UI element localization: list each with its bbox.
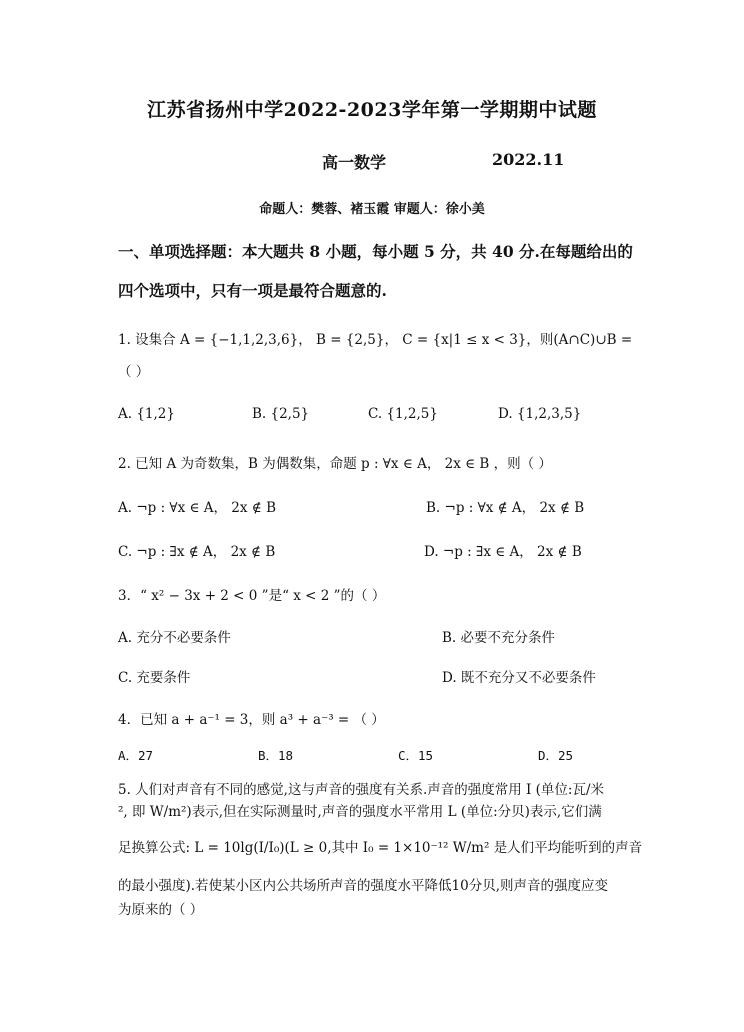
q1-option-d: D. {1,2,3,5} (498, 406, 582, 422)
q2-option-d: D. ¬p : ∃x ∈ A， 2x ∉ B (424, 544, 582, 560)
exam-title: 江苏省扬州中学2022-2023学年第一学期期中试题 (147, 99, 597, 121)
q3-stem: 3．“ x² − 3x + 2 < 0 ”是“ x < 2 ”的（ ） (118, 588, 386, 604)
q5-line2: ², 即 W/m²)表示,但在实际测量时,声音的强度水平常用 L (单位:分贝)表示,它们满 (118, 804, 602, 820)
q5-line1: 5. 人们对声音有不同的感觉,这与声音的强度有关系.声音的强度常用 I (单位:瓦/米 (118, 782, 605, 798)
q5-line3: 足换算公式: L = 10lg(I/I₀)(L ≥ 0,其中 I₀ = 1×10⁻¹² W/m² 是人们平均能听到的声音 (118, 840, 643, 856)
q4-stem: 4．已知 a + a⁻¹ = 3，则 a³ + a⁻³ = （ ） (118, 712, 385, 728)
exam-setters: 命题人：樊蓉、褚玉霞 审题人：徐小美 (259, 202, 485, 217)
q4-option-d: D．25 (538, 748, 574, 763)
section-heading-line1: 一、单项选择题：本大题共 8 小题，每小题 5 分，共 40 分.在每题给出的 (118, 242, 633, 261)
q2-option-b: B. ¬p : ∀x ∉ A， 2x ∉ B (426, 500, 585, 516)
q4-option-c: C．15 (398, 748, 434, 763)
q1-stem: 1. 设集合 A = {−1,1,2,3,6}， B = {2,5}， C = {x|1 ≤ x < 3}，则(A∩C)∪B = (118, 332, 633, 348)
q2-option-a: A. ¬p : ∀x ∈ A， 2x ∉ B (118, 500, 276, 516)
section-heading-line2: 四个选项中，只有一项是最符合题意的. (118, 281, 387, 300)
q3-option-d: D. 既不充分又不必要条件 (442, 670, 596, 686)
q1-bracket: （ ） (118, 364, 150, 380)
q3-option-a: A. 充分不必要条件 (118, 630, 231, 646)
q3-option-b: B. 必要不充分条件 (442, 630, 556, 646)
q4-option-a: A．27 (118, 748, 154, 763)
q5-line4: 的最小强度).若使某小区内公共场所声音的强度水平降低10分贝,则声音的强度应变 (118, 878, 609, 894)
q1-option-c: C. {1,2,5} (368, 406, 438, 422)
q5-line5: 为原来的（ ） (118, 902, 204, 918)
exam-date: 2022.11 (492, 150, 565, 169)
q4-option-b: B．18 (258, 748, 294, 763)
q1-option-b: B. {2,5} (252, 406, 310, 422)
q2-stem: 2. 已知 A 为奇数集，B 为偶数集，命题 p : ∀x ∈ A， 2x ∈ B ，则（ ） (118, 456, 552, 472)
q3-option-c: C. 充要条件 (118, 670, 191, 686)
exam-subject: 高一数学 (322, 153, 387, 172)
q1-option-a: A. {1,2} (118, 406, 175, 422)
q2-option-c: C. ¬p : ∃x ∉ A， 2x ∉ B (118, 544, 276, 560)
